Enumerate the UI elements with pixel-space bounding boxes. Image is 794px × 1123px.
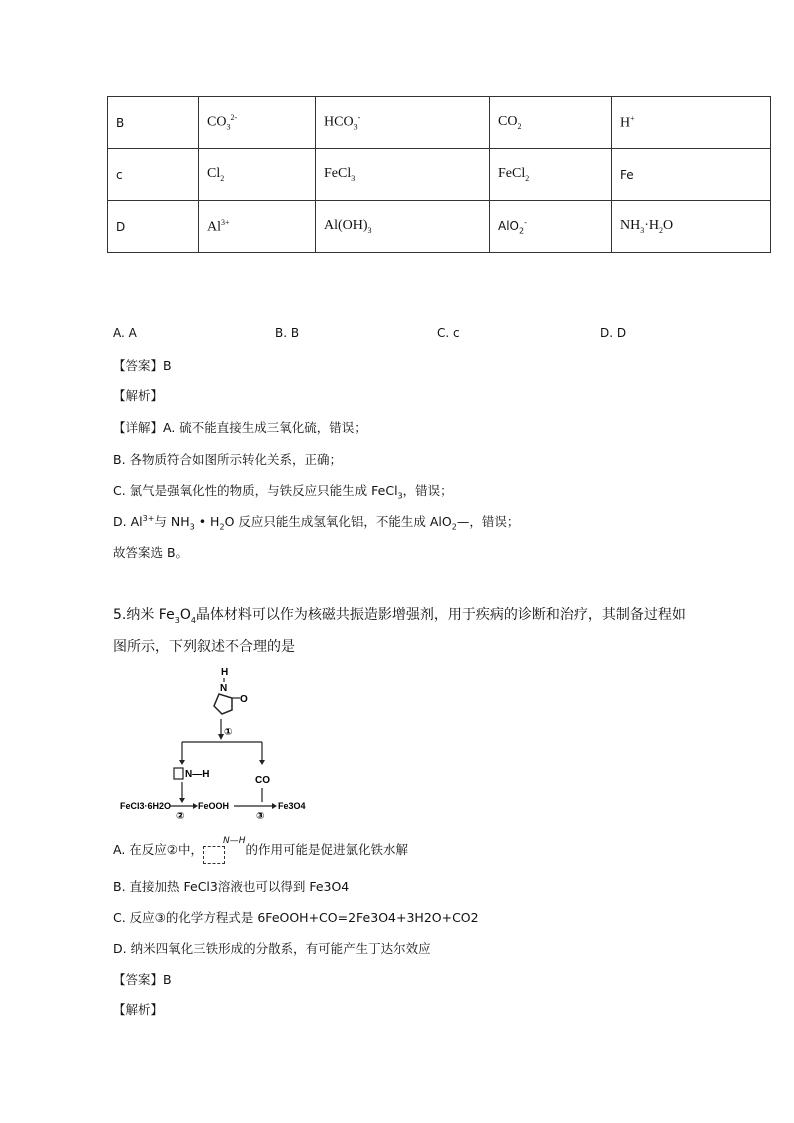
table-cell: $CO_2$	[490, 97, 612, 149]
q5-option-a: A. 在反应②中，$^{N—H}$的作用可能是促进氯化铁水解	[113, 840, 408, 864]
step3-label: ③	[256, 811, 265, 822]
table-cell: $Al(OH)_3$	[316, 201, 490, 253]
choice-d: D. D	[600, 326, 627, 340]
table-cell: AlO$_2$-	[490, 201, 612, 253]
conclusion: 故答案选 B。	[113, 545, 189, 560]
explanation-a: 【详解】A. 硫不能直接生成三氧化硫，错误；	[113, 420, 367, 435]
table-cell: H+	[612, 97, 771, 149]
table-cell: $CO_3^{2-}$	[199, 97, 316, 149]
q5-analysis-label: 【解析】	[113, 1002, 164, 1017]
table-cell: $NH_3\cdot H_2O$	[612, 201, 771, 253]
row-label: c	[108, 149, 199, 201]
answer-line: 【答案】B	[113, 358, 172, 373]
table-cell: $Cl_2$	[199, 149, 316, 201]
q5-answer-line: 【答案】B	[113, 972, 172, 987]
nh-label: N—H	[185, 769, 210, 780]
q5-option-d: D. 纳米四氧化三铁形成的分散系，有可能产生丁达尔效应	[113, 941, 431, 956]
table-cell: $Al^{3+}$	[199, 201, 316, 253]
co-label: CO	[255, 775, 270, 786]
table-row	[108, 149, 771, 201]
options-table	[107, 96, 771, 253]
choice-a: A. A	[113, 326, 137, 340]
table-row	[108, 201, 771, 253]
step2-label: ②	[176, 811, 185, 822]
table-cell: FeCl$_3$	[316, 149, 490, 201]
explanation-b: B. 各物质符合如图所示转化关系，正确；	[113, 452, 343, 467]
table-cell: FeCl$_2$	[490, 149, 612, 201]
diagram-o: O	[240, 694, 248, 705]
q5-option-b: B. 直接加热 FeCl3溶液也可以得到 Fe3O4	[113, 879, 350, 894]
feooh-label: FeOOH	[198, 801, 230, 811]
q5-stem-line1: 5.纳米 $Fe_3O_4$晶体材料可以作为核磁共振造影增强剂，用于疾病的诊断和治疗，其制备过程如	[113, 607, 686, 625]
explanation-d: D. $Al^{3+}$与 $NH_3$ • $H_2O$ 反应只能生成氢氧化铝，不能生成 AlO$_2$—，错误；	[113, 513, 520, 532]
explanation-c: C. 氯气是强氧化性的物质，与铁反应只能生成 FeCl$_3$，错误；	[113, 483, 453, 501]
row-label: B	[108, 97, 199, 149]
q5-stem-line2: 图所示，下列叙述不合理的是	[113, 639, 295, 655]
choice-c: C. c	[437, 326, 460, 340]
ring-placeholder-icon	[203, 846, 225, 864]
reactant-label: FeCl3·6H2O	[120, 801, 172, 811]
reaction-diagram	[118, 664, 318, 824]
diagram-h: H	[221, 667, 229, 678]
row-label: D	[108, 201, 199, 253]
step1-label: ①	[224, 727, 233, 738]
choice-b: B. B	[275, 326, 300, 340]
diagram-n: N	[220, 683, 228, 694]
table-row	[108, 97, 771, 149]
table-cell: Fe	[612, 149, 771, 201]
analysis-label: 【解析】	[113, 388, 164, 403]
q5-option-c: C. 反应③的化学方程式是 6FeOOH+CO=2Fe3O4+3H2O+CO2	[113, 910, 479, 925]
table-cell: $HCO_3^-$	[316, 97, 490, 149]
pyrrolidone-ring-icon	[214, 694, 232, 714]
fe3o4-label: Fe3O4	[278, 801, 306, 811]
